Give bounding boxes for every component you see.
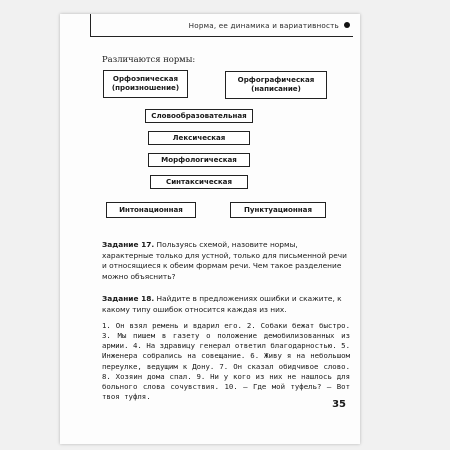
box-morphological: Морфологическая [148, 153, 250, 167]
task-18-label: Задание 18. [102, 294, 155, 303]
page-number: 35 [332, 399, 346, 410]
box-orthographic-line1: Орфографическая [237, 75, 315, 85]
box-syntactic: Синтаксическая [150, 175, 248, 189]
box-intonational: Интонационная [106, 202, 196, 218]
box-word-formation: Словообразовательная [145, 109, 253, 123]
box-punctuation: Пунктуационная [230, 202, 326, 218]
box-orthographic [225, 71, 327, 99]
running-header [90, 14, 353, 37]
book-page [60, 14, 360, 444]
task-17-text: Пользуясь схемой, назовите нормы, характерные только для устной, только для письменной речи и относящиеся к обеим формам речи. Чем такое разделение можно объяснить? [102, 240, 347, 282]
box-lexical: Лексическая [148, 131, 250, 145]
box-orthoepic-line1: Орфоэпическая [112, 74, 179, 84]
task-17-label: Задание 17. [102, 240, 155, 249]
header-title: Норма, ее динамика и вариативность [188, 21, 339, 30]
bullet-icon [344, 22, 350, 28]
task-17 [102, 240, 348, 283]
box-orthoepic-line2: (произношение) [111, 83, 180, 92]
box-orthoepic [103, 70, 188, 98]
intro-text: Различаются нормы: [102, 54, 196, 64]
exercise-sentences: 1. Он взял ремень и вдарил его. 2. Собаки бежат быстро. 3. Мы пишем в газету о положение демобилизованных из армии. 4. На здравицу генерал ответил благодарностью. 5. Инженера собрались на совещание. 6. Живу я на небольшом переулке, ведущим к Дону. 7. Он сказал обидчивое слово. 8. Хозяин дома спал. 9. Ни у кого из них не нашлось для больного слова сочувствия. 10. — Где мой туфель? — Вот твоя туфля. [102, 321, 350, 401]
task-18 [102, 294, 348, 315]
task-18-text: Найдите в предложениях ошибки и скажите, к какому типу ошибок относится каждая из них. [102, 294, 342, 314]
box-orthographic-line2: (написание) [251, 84, 301, 93]
